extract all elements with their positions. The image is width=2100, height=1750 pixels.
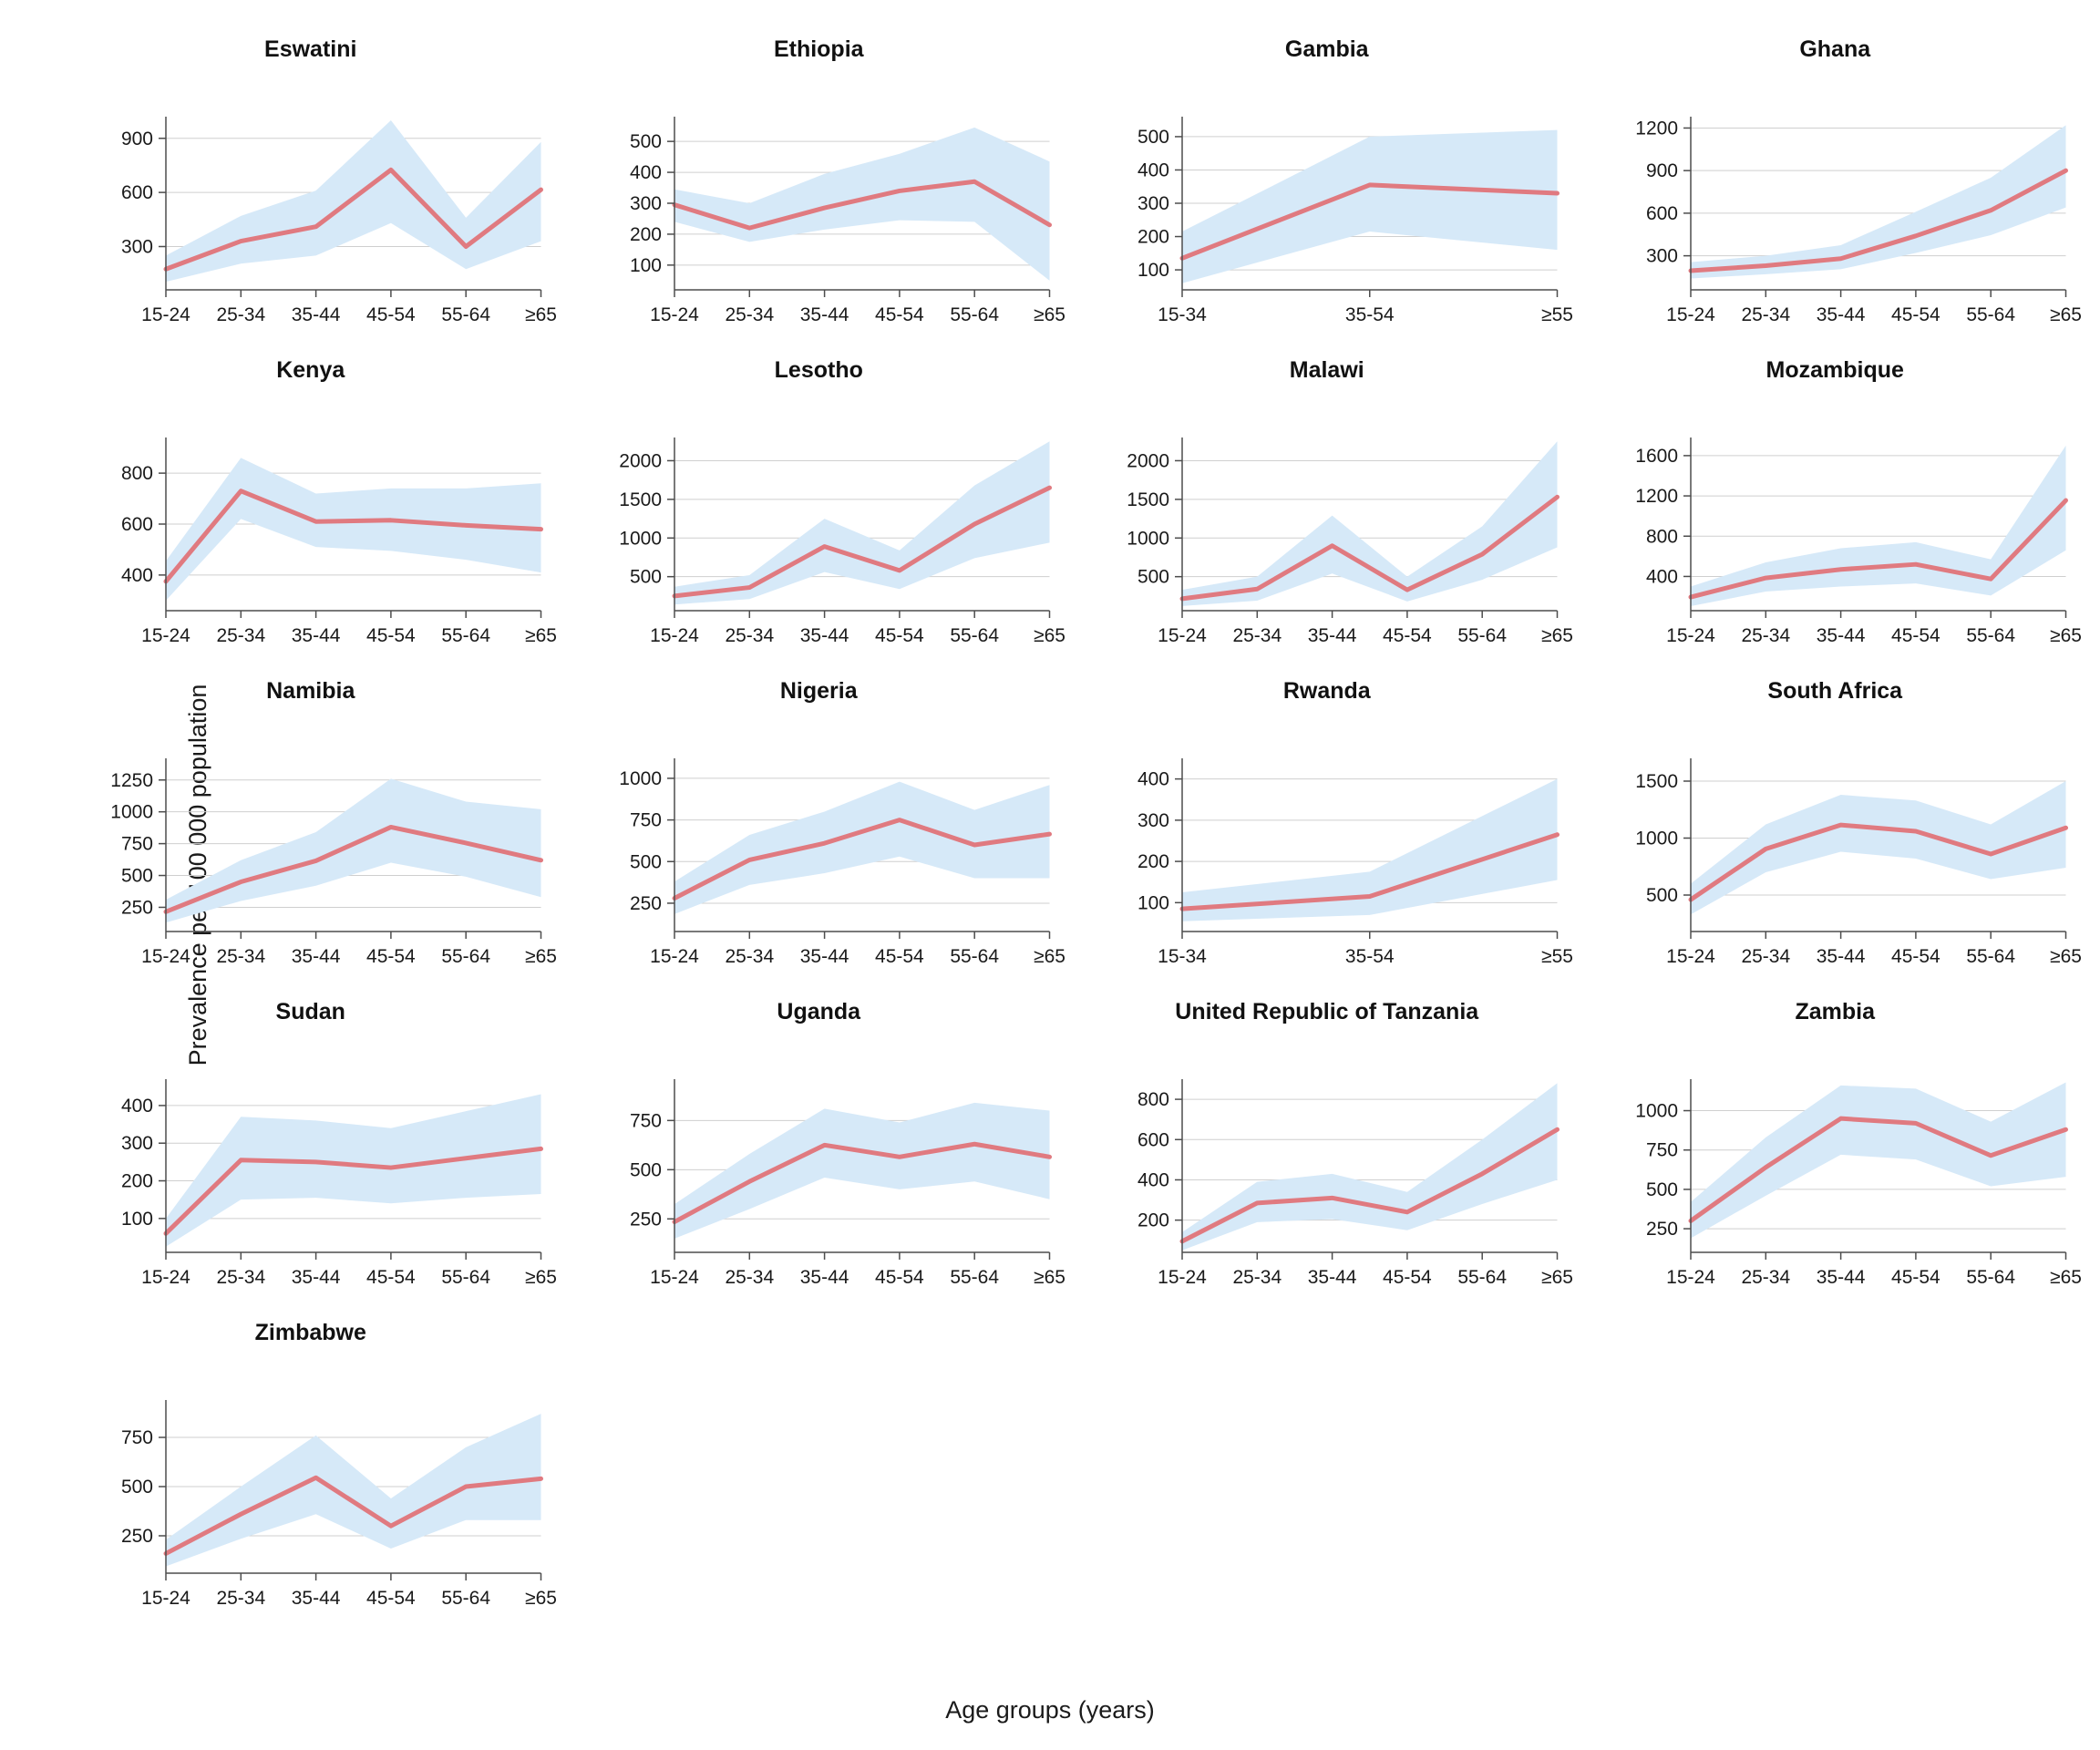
y-tick-label: 400 [1137,768,1169,790]
x-tick-label: 35-44 [291,304,341,325]
y-tick-label: 300 [629,193,662,214]
plot-wrapper [1581,377,2090,698]
plot-area [565,377,1074,678]
panel-title: Nigeria [779,678,858,704]
plot-area [1073,377,1581,678]
y-tick-label: 400 [120,1095,153,1117]
panel-title: Gambia [1284,36,1369,62]
x-tick-label: ≥65 [2049,946,2082,967]
plot-wrapper [565,1019,1074,1340]
panel-title: Ghana [1799,36,1871,62]
y-tick-label: 250 [1645,1219,1678,1240]
confidence-band [1182,441,1558,606]
plot-wrapper [565,698,1074,1019]
chart-panel [1581,357,2090,678]
x-tick-label: 35-44 [291,625,341,646]
y-tick-label: 400 [1137,160,1169,181]
x-tick-label: 25-34 [724,946,774,967]
chart-panel [57,999,565,1320]
y-tick-label: 500 [1645,885,1678,906]
panel-title: Mozambique [1765,357,1904,383]
plot-wrapper [57,1019,565,1340]
x-tick-label: 35-44 [291,946,341,967]
y-tick-label: 300 [1645,245,1678,267]
x-tick-label: ≥65 [525,946,557,967]
y-tick-label: 1500 [618,489,662,510]
x-tick-label: ≥65 [1541,625,1573,646]
plot-wrapper [1073,377,1581,698]
y-tick-label: 100 [1137,892,1169,914]
plot-area [57,1340,565,1641]
y-tick-label: 900 [120,128,153,149]
plot-wrapper [565,377,1074,698]
x-tick-label: 15-24 [1158,625,1207,646]
x-tick-label: 25-34 [1740,304,1790,325]
y-tick-label: 500 [629,131,662,153]
x-tick-label: 45-54 [366,1267,416,1288]
y-tick-label: 2000 [1127,450,1169,472]
y-tick-label: 500 [1137,566,1169,588]
x-tick-label: 15-24 [649,304,699,325]
chart-panel [1581,36,2090,357]
plot-area [1581,377,2090,678]
chart-panel [57,1320,565,1641]
chart-panel [1073,357,1581,678]
chart-panel [57,357,565,678]
panel-title: Lesotho [774,357,863,383]
x-tick-label: 25-34 [1232,625,1282,646]
x-tick-label: ≥65 [525,304,557,325]
x-tick-label: 35-54 [1344,946,1395,967]
y-tick-label: 600 [1645,202,1678,224]
y-tick-label: 400 [1645,566,1678,588]
x-tick-label: 25-34 [216,946,266,967]
x-axis-label: Age groups (years) [945,1696,1155,1724]
x-tick-label: 15-24 [1665,946,1715,967]
y-tick-label: 600 [1137,1129,1169,1151]
y-tick-label: 1200 [1634,118,1678,139]
y-tick-label: 1500 [1127,489,1169,510]
x-tick-label: 55-64 [1457,1267,1508,1288]
plot-area [565,57,1074,357]
y-tick-label: 1000 [1634,1100,1678,1122]
x-tick-label: 15-24 [141,946,190,967]
confidence-band [166,1414,541,1566]
plot-area [1073,57,1581,357]
x-tick-label: 45-54 [366,946,416,967]
x-tick-label: 45-54 [366,625,416,646]
x-tick-label: 45-54 [1890,1267,1940,1288]
y-tick-label: 1000 [110,801,153,823]
panel-grid [57,36,2089,1641]
panel-title: Rwanda [1282,678,1371,704]
x-tick-label: 55-64 [949,1267,999,1288]
confidence-band [1691,1082,2066,1238]
x-tick-label: 35-44 [799,304,849,325]
confidence-band [166,1095,541,1247]
confidence-band [1182,1083,1558,1250]
x-tick-label: 25-34 [1740,946,1790,967]
y-tick-label: 800 [120,463,153,485]
y-tick-label: 800 [1137,1089,1169,1111]
plot-wrapper [1581,57,2090,377]
panel-title: Sudan [275,999,345,1024]
x-tick-label: 35-44 [799,946,849,967]
y-tick-label: 300 [120,236,153,258]
y-tick-label: 200 [1137,851,1169,873]
x-tick-label: 45-54 [366,304,416,325]
x-tick-label: 45-54 [1890,946,1940,967]
x-tick-label: 45-54 [1890,304,1940,325]
confidence-band [674,782,1050,914]
y-tick-label: 750 [1645,1139,1678,1161]
plot-area [1581,57,2090,357]
x-tick-label: ≥65 [2049,625,2082,646]
x-tick-label: ≥65 [2049,1267,2082,1288]
y-tick-label: 250 [629,1209,662,1230]
y-tick-label: 1000 [618,767,662,789]
x-tick-label: 15-24 [141,1588,190,1609]
x-tick-label: 25-34 [724,304,774,325]
x-tick-label: 35-44 [291,1588,341,1609]
x-tick-label: 45-54 [874,1267,924,1288]
y-tick-label: 300 [1137,809,1169,831]
x-tick-label: 25-34 [724,625,774,646]
x-tick-label: 35-44 [1816,625,1865,646]
x-tick-label: 15-24 [141,304,190,325]
chart-panel [565,678,1074,999]
x-tick-label: 55-64 [441,1588,491,1609]
y-tick-label: 1000 [1634,828,1678,849]
x-tick-label: ≥65 [525,1588,557,1609]
x-tick-label: 15-34 [1158,304,1207,325]
y-tick-label: 500 [629,566,662,588]
plot-area [565,1019,1074,1320]
x-tick-label: 55-64 [1965,625,2015,646]
x-tick-label: 15-24 [649,625,699,646]
x-tick-label: 55-64 [1965,946,2015,967]
y-tick-label: 200 [120,1170,153,1192]
panel-title: Uganda [777,999,861,1024]
plot-area [1581,698,2090,999]
panel-title: South Africa [1767,678,1903,704]
confidence-band [674,1103,1050,1239]
x-tick-label: 25-34 [1740,625,1790,646]
x-tick-label: ≥65 [1033,304,1065,325]
x-tick-label: 15-24 [1158,1267,1207,1288]
x-tick-label: 55-64 [441,304,491,325]
y-tick-label: 200 [1137,226,1169,248]
plot-wrapper [1581,698,2090,1019]
y-tick-label: 600 [120,514,153,535]
y-tick-label: 2000 [618,450,662,472]
confidence-band [166,458,541,600]
y-tick-label: 500 [1645,1179,1678,1200]
x-tick-label: ≥65 [1033,1267,1065,1288]
x-tick-label: 45-54 [1383,1267,1432,1288]
panel-title: United Republic of Tanzania [1175,999,1479,1024]
plot-area [1073,698,1581,999]
y-tick-label: 1600 [1634,445,1678,467]
x-tick-label: 15-24 [141,625,190,646]
plot-area [1073,1019,1581,1320]
x-tick-label: 45-54 [366,1588,416,1609]
x-tick-label: 15-34 [1158,946,1207,967]
y-tick-label: 750 [120,1427,153,1449]
x-tick-label: 25-34 [724,1267,774,1288]
y-tick-label: 300 [120,1133,153,1155]
chart-panel [565,36,1074,357]
y-tick-label: 250 [120,897,153,919]
plot-area [57,698,565,999]
x-tick-label: 45-54 [1890,625,1940,646]
y-tick-label: 500 [629,1159,662,1181]
y-tick-label: 400 [120,564,153,586]
x-tick-label: 35-44 [1816,946,1865,967]
x-tick-label: 35-44 [291,1267,341,1288]
plot-area [565,698,1074,999]
x-tick-label: 45-54 [1383,625,1432,646]
plot-wrapper [57,1340,565,1661]
y-tick-label: 100 [1137,260,1169,282]
x-tick-label: 35-44 [1816,304,1865,325]
plot-wrapper [565,57,1074,377]
confidence-band [674,441,1050,604]
confidence-band [166,778,541,922]
x-tick-label: 45-54 [874,304,924,325]
y-tick-label: 750 [629,809,662,831]
x-tick-label: ≥55 [1541,304,1573,325]
x-tick-label: 15-24 [649,946,699,967]
y-tick-label: 900 [1645,160,1678,182]
y-tick-label: 400 [629,162,662,184]
x-tick-label: 15-24 [1665,304,1715,325]
x-tick-label: 35-44 [1307,1267,1357,1288]
x-tick-label: 55-64 [949,625,999,646]
y-tick-label: 250 [629,892,662,914]
y-tick-label: 500 [120,1477,153,1498]
plot-area [57,57,565,357]
plot-wrapper [57,377,565,698]
x-tick-label: ≥65 [1033,625,1065,646]
y-tick-label: 800 [1645,526,1678,548]
y-tick-label: 500 [1137,126,1169,148]
x-tick-label: 15-24 [649,1267,699,1288]
y-tick-label: 1250 [110,769,153,791]
x-tick-label: ≥65 [1541,1267,1573,1288]
x-tick-label: 15-24 [1665,1267,1715,1288]
y-tick-label: 500 [629,851,662,873]
x-tick-label: 15-24 [1665,625,1715,646]
y-tick-label: 1000 [1127,528,1169,550]
y-tick-label: 100 [120,1208,153,1230]
confidence-band [1182,130,1558,283]
y-tick-label: 200 [629,223,662,245]
x-tick-label: 35-54 [1344,304,1395,325]
plot-wrapper [1581,1019,2090,1340]
y-tick-label: 500 [120,865,153,887]
panel-title: Ethiopia [773,36,864,62]
x-tick-label: ≥65 [2049,304,2082,325]
x-tick-label: 55-64 [1965,1267,2015,1288]
chart-panel [1073,999,1581,1320]
panel-title: Malawi [1289,357,1364,383]
chart-panel [565,357,1074,678]
x-tick-label: 55-64 [949,946,999,967]
y-tick-label: 1500 [1634,771,1678,792]
y-tick-label: 600 [120,182,153,204]
x-tick-label: 25-34 [216,304,266,325]
y-tick-label: 750 [629,1110,662,1132]
chart-panel [1073,678,1581,999]
plot-area [57,1019,565,1320]
plot-wrapper [1073,1019,1581,1340]
x-tick-label: 45-54 [874,946,924,967]
x-tick-label: 45-54 [874,625,924,646]
y-tick-label: 250 [120,1525,153,1547]
panel-title: Namibia [266,678,355,704]
x-tick-label: 25-34 [1740,1267,1790,1288]
y-tick-label: 100 [629,254,662,276]
chart-panel [1581,999,2090,1320]
chart-panel [57,36,565,357]
plot-area [1581,1019,2090,1320]
x-tick-label: 55-64 [1965,304,2015,325]
x-tick-label: 55-64 [441,946,491,967]
x-tick-label: 55-64 [1457,625,1508,646]
y-tick-label: 750 [120,833,153,855]
x-tick-label: ≥55 [1541,946,1573,967]
panel-title: Zambia [1795,999,1876,1024]
plot-wrapper [1073,698,1581,1019]
plot-area [57,377,565,678]
y-tick-label: 1200 [1634,486,1678,508]
x-tick-label: 35-44 [1307,625,1357,646]
chart-panel [57,678,565,999]
chart-panel [1073,36,1581,357]
x-tick-label: 25-34 [1232,1267,1282,1288]
y-tick-label: 300 [1137,193,1169,214]
panel-title: Eswatini [264,36,357,62]
x-tick-label: 15-24 [141,1267,190,1288]
plot-wrapper [57,57,565,377]
plot-wrapper [57,698,565,1019]
panel-title: Zimbabwe [254,1320,366,1345]
y-tick-label: 200 [1137,1210,1169,1231]
x-tick-label: 35-44 [799,1267,849,1288]
chart-panel [565,999,1074,1320]
panel-title: Kenya [276,357,345,383]
x-tick-label: 25-34 [216,1267,266,1288]
y-axis-label: Prevalence per 100 000 population [183,684,211,1066]
y-tick-label: 400 [1137,1169,1169,1191]
x-tick-label: 55-64 [949,304,999,325]
x-tick-label: 25-34 [216,625,266,646]
x-tick-label: ≥65 [525,1267,557,1288]
x-tick-label: 55-64 [441,1267,491,1288]
confidence-band [1182,779,1558,921]
x-tick-label: 25-34 [216,1588,266,1609]
x-tick-label: 55-64 [441,625,491,646]
x-tick-label: 35-44 [1816,1267,1865,1288]
chart-panel [1581,678,2090,999]
confidence-band [674,128,1050,281]
y-tick-label: 1000 [618,528,662,550]
x-tick-label: ≥65 [1033,946,1065,967]
x-tick-label: ≥65 [525,625,557,646]
plot-wrapper [1073,57,1581,377]
x-tick-label: 35-44 [799,625,849,646]
